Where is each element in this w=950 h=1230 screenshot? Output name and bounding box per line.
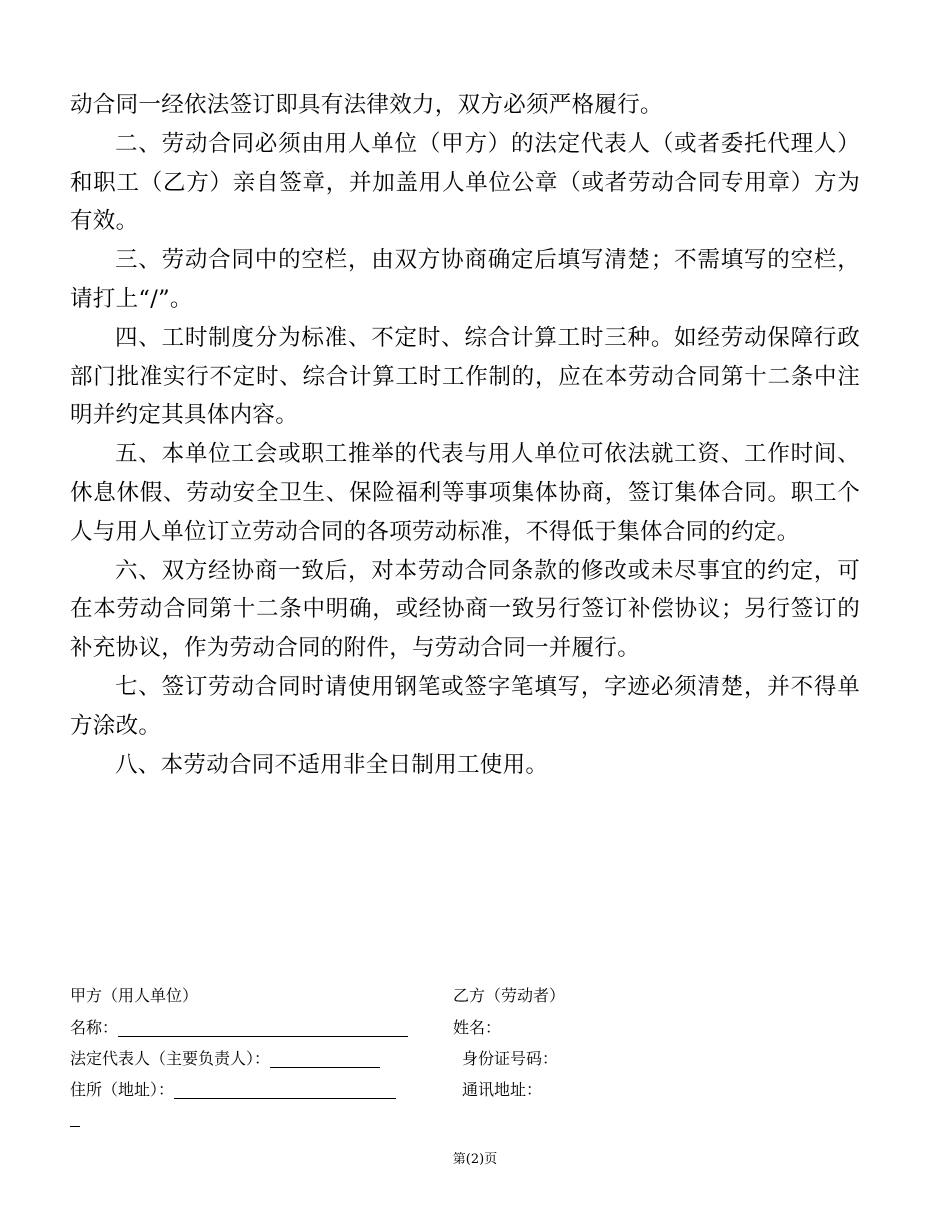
party-a-legal-rep-label: 法定代表人（主要负责人）： (70, 1049, 271, 1068)
party-a-heading: 甲方（用人单位） (70, 986, 199, 1005)
party-a-name-label: 名称： (70, 1018, 119, 1037)
footer-divider (70, 1126, 80, 1127)
party-b-id-label: 身份证号码： (462, 1049, 559, 1068)
paragraph-item-8: 八、本劳动合同不适用非全日制用工使用。 (115, 751, 549, 778)
party-b-contact-label: 通讯地址： (462, 1080, 543, 1099)
paragraph-item-6: 六、双方经协商一致后，对本劳动合同条款的修改或未尽事宜的约定，可在本劳动合同第十二条中明确，或经协商一致另行签订补偿协议；另行签订的补充协议，作为劳动合同的附件，与劳动合同一并履行。 (70, 557, 860, 662)
paragraph-item-4: 四、工时制度分为标准、不定时、综合计算工时三种。如经劳动保障行政部门批准实行不定时、综合计算工时工作制的，应在本劳动合同第十二条中注明并约定其具体内容。 (70, 324, 860, 429)
party-b-heading: 乙方（劳动者） (453, 986, 566, 1005)
party-b-name-label: 姓名： (453, 1018, 502, 1037)
paragraph-continuation: 动合同一经依法签订即具有法律效力，双方必须严格履行。 (70, 92, 663, 118)
paragraph-item-5: 五、本单位工会或职工推举的代表与用人单位可依法就工资、工作时间、休息休假、劳动安全卫生、保险福利等事项集体协商，签订集体合同。职工个人与用人单位订立劳动合同的各项劳动标准，不得低于集体合同的约定。 (70, 441, 860, 545)
party-a-legal-rep-blank[interactable] (270, 1051, 380, 1068)
party-a-address-row (70, 1080, 396, 1100)
party-a-legal-rep-row (70, 1049, 380, 1069)
paragraph-item-3: 三、劳动合同中的空栏，由双方协商确定后填写清楚；不需填写的空栏，请打上“/”。 (70, 247, 860, 312)
paragraph-item-7: 七、签订劳动合同时请使用钢笔或签字笔填写，字迹必须清楚，并不得单方涂改。 (70, 673, 860, 739)
page-number: 第(2)页 (452, 1152, 498, 1167)
party-a-address-blank[interactable] (174, 1082, 396, 1099)
party-a-address-label: 住所（地址）： (70, 1080, 175, 1099)
contract-notes (70, 86, 860, 784)
party-a-name-blank[interactable] (118, 1020, 408, 1037)
party-a-name-row (70, 1018, 408, 1038)
paragraph-item-2: 二、劳动合同必须由用人单位（甲方）的法定代表人（或者委托代理人）和职工（乙方）亲自签章，并加盖用人单位公章（或者劳动合同专用章）方为有效。 (70, 130, 860, 235)
